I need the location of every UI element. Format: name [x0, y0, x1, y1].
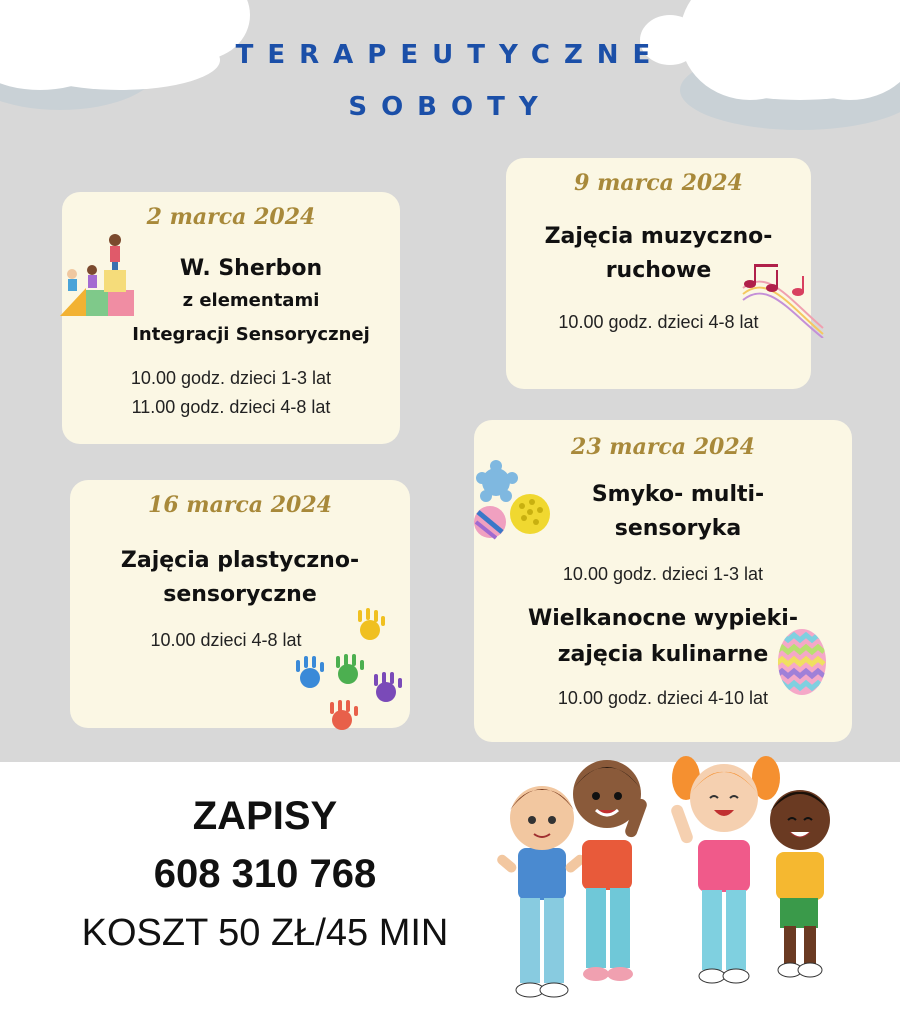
- event-time: 11.00 godz. dzieci 4-8 lat: [131, 397, 331, 417]
- kids-on-blocks-icon: [60, 232, 140, 318]
- event-card-march-16: [70, 480, 410, 728]
- event-heading: sensoryczne: [163, 582, 317, 607]
- event-heading: Smyko- multi-: [591, 482, 765, 507]
- event-heading: sensoryka: [614, 516, 742, 541]
- event-card-march-23: [474, 420, 852, 742]
- event-date: 9 marca 2024: [574, 170, 743, 196]
- event-subheading: Integracji Sensorycznej: [132, 324, 370, 345]
- event-heading: Wielkanocne wypieki-: [528, 606, 798, 631]
- event-time: 10.00 godz. dzieci 1-3 lat: [130, 368, 332, 388]
- event-card-march-9: [506, 158, 811, 389]
- event-time: 10.00 godz. dzieci 1-3 lat: [562, 564, 764, 584]
- event-heading: Zajęcia muzyczno-: [544, 224, 773, 249]
- title-line-1: TERAPEUTYCZNE: [235, 40, 665, 70]
- music-notes-icon: [738, 258, 828, 338]
- event-heading: zajęcia kulinarne: [557, 642, 769, 667]
- event-date: 2 marca 2024: [146, 204, 316, 230]
- sensory-balls-icon: [474, 460, 554, 542]
- event-heading: ruchowe: [605, 258, 712, 283]
- phone-number: 608 310 768: [153, 852, 377, 896]
- event-time: 10.00 godz. dzieci 4-8 lat: [558, 312, 759, 332]
- easter-egg-icon: [776, 626, 828, 696]
- signup-label: ZAPISY: [192, 794, 338, 838]
- event-time: 10.00 dzieci 4-8 lat: [150, 630, 302, 650]
- event-card-march-2: [62, 192, 400, 444]
- event-date: 23 marca 2024: [571, 434, 755, 460]
- event-heading: Zajęcia plastyczno-: [120, 548, 360, 573]
- event-date: 16 marca 2024: [148, 492, 332, 518]
- four-children-icon: [490, 748, 860, 1018]
- hand-prints-icon: [280, 608, 410, 738]
- cost-info: KOSZT 50 ZŁ/45 MIN: [81, 912, 449, 954]
- event-heading: W. Sherbon: [179, 256, 323, 281]
- event-subheading: z elementami: [182, 290, 320, 311]
- event-time: 10.00 godz. dzieci 4-10 lat: [557, 688, 769, 708]
- title-line-2: SOBOTY: [348, 92, 552, 122]
